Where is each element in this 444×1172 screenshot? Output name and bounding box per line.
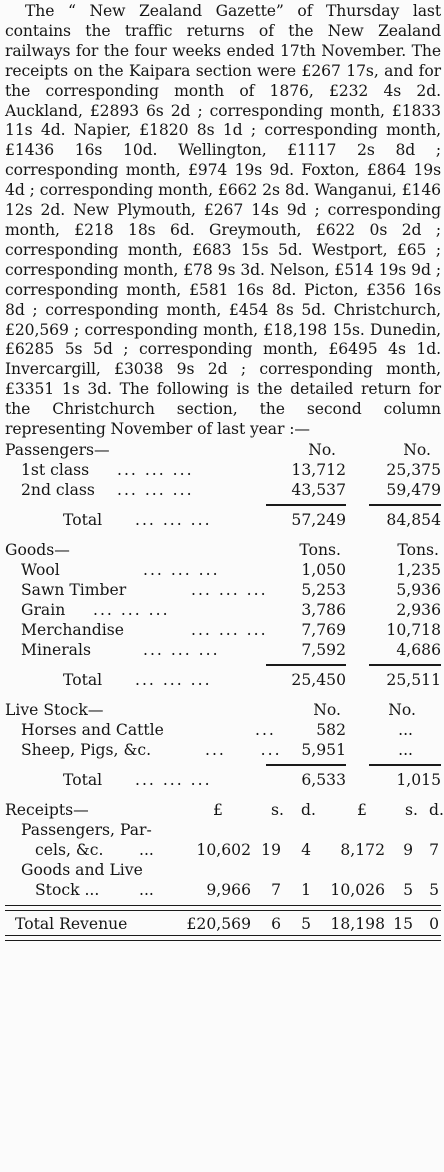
value-shillings: 19 xyxy=(261,840,281,859)
total-pounds: £20,569 xyxy=(186,914,251,933)
leader-dots: ... xyxy=(255,720,276,739)
passengers-unit-1876: No. xyxy=(403,440,431,459)
value-pounds: 8,172 xyxy=(340,840,385,859)
value-shillings: 5 xyxy=(403,880,413,899)
value-1877: 3,786 xyxy=(301,600,346,619)
shillings-header: s. xyxy=(271,800,284,819)
value-1877: 5,253 xyxy=(301,580,346,599)
row-label: Grain xyxy=(21,600,66,619)
pounds-header: £ xyxy=(357,800,367,819)
table-row xyxy=(5,640,441,660)
livestock-unit-1877: No. xyxy=(313,700,341,719)
total-1876: 84,854 xyxy=(386,510,441,529)
total-pounds: 18,198 xyxy=(330,914,385,933)
value-1877: 582 xyxy=(316,720,346,739)
row-label: Sheep, Pigs, &c. xyxy=(21,740,152,759)
goods-heading: Goods— xyxy=(5,540,70,559)
table-row xyxy=(5,740,441,760)
pounds-header: £ xyxy=(213,800,223,819)
row-label: Sawn Timber xyxy=(21,580,127,599)
value-1876: 2,936 xyxy=(396,600,441,619)
livestock-heading-row xyxy=(5,700,441,720)
table-row xyxy=(5,560,441,580)
row-label: Merchandise xyxy=(21,620,124,639)
total-pence: 5 xyxy=(301,914,311,933)
table-row xyxy=(5,600,441,620)
total-label: Total xyxy=(63,670,103,689)
leader-dots: ... xyxy=(139,840,154,859)
article-column xyxy=(5,2,444,942)
value-pence: 5 xyxy=(429,880,439,899)
value-pence: 1 xyxy=(301,880,311,899)
total-revenue-row xyxy=(5,914,441,934)
value-shillings: 9 xyxy=(403,840,413,859)
total-1877: 57,249 xyxy=(291,510,346,529)
table-row xyxy=(5,580,441,600)
leader-dots: ... ... ... xyxy=(143,560,220,579)
total-row xyxy=(5,510,441,530)
receipts-heading-row xyxy=(5,800,444,820)
value-1876: 25,375 xyxy=(386,460,441,479)
leader-dots: ... ... ... xyxy=(135,770,212,789)
leader-dots: ... xyxy=(139,880,154,899)
value-pence: 4 xyxy=(301,840,311,859)
value-1876: 59,479 xyxy=(386,480,441,499)
total-1876: 25,511 xyxy=(386,670,441,689)
shillings-header: s. xyxy=(405,800,418,819)
value-pounds: 9,966 xyxy=(206,880,251,899)
total-shillings: 15 xyxy=(393,914,413,933)
table-row xyxy=(5,620,441,640)
receipts-label-row xyxy=(5,820,441,840)
value-1876: ... xyxy=(398,720,413,739)
total-label: Total xyxy=(63,770,103,789)
total-row xyxy=(5,770,441,790)
goods-heading-row xyxy=(5,540,441,560)
returns-table xyxy=(5,440,444,942)
total-shillings: 6 xyxy=(271,914,281,933)
leader-dots: ... ... xyxy=(205,740,282,759)
total-1876: 1,015 xyxy=(396,770,441,789)
value-1877: 7,592 xyxy=(301,640,346,659)
sum-rule xyxy=(5,500,441,510)
value-1876: 4,686 xyxy=(396,640,441,659)
value-shillings: 7 xyxy=(271,880,281,899)
value-pence: 7 xyxy=(429,840,439,859)
value-1876: 1,235 xyxy=(396,560,441,579)
value-1877: 1,050 xyxy=(301,560,346,579)
value-pounds: 10,602 xyxy=(196,840,251,859)
table-row xyxy=(5,720,441,740)
leader-dots: ... ... ... xyxy=(191,620,268,639)
value-1876: ... xyxy=(398,740,413,759)
row-label: cels, &c. xyxy=(35,840,104,859)
receipts-heading: Receipts— xyxy=(5,800,89,819)
table-row xyxy=(5,460,441,480)
leader-dots: ... ... ... xyxy=(117,460,194,479)
value-1877: 7,769 xyxy=(301,620,346,639)
leader-dots: ... ... ... xyxy=(93,600,170,619)
livestock-heading: Live Stock— xyxy=(5,700,104,719)
passengers-heading: Passengers— xyxy=(5,440,110,459)
leader-dots: ... ... ... xyxy=(135,510,212,529)
row-label: 1st class xyxy=(21,460,90,479)
row-label: Stock ... xyxy=(35,880,100,899)
value-1877: 13,712 xyxy=(291,460,346,479)
value-1876: 5,936 xyxy=(396,580,441,599)
pence-header: d. xyxy=(301,800,316,819)
row-label: Minerals xyxy=(21,640,91,659)
leader-dots: ... ... ... xyxy=(143,640,220,659)
passengers-heading-row xyxy=(5,440,441,460)
passengers-unit-1877: No. xyxy=(308,440,336,459)
leader-dots: ... ... ... xyxy=(117,480,194,499)
sum-rule xyxy=(5,760,441,770)
double-rule xyxy=(5,934,441,942)
table-row xyxy=(5,880,441,900)
article-paragraph: The “ New Zealand Gazette” of Thursday last contains the traffic returns of the New Zealand railways for the four weeks ended 17th November. The receipts on the Kaipara section were £267 17s, and for the corresponding month of 1876, £232 4s 2d. Auckland, £2893 6s 2d ; corresponding month, £1833 11s 4d. Napier, £1820 8s 1d ; corresponding month, £1436 16s 10d. Wellington, £1117 2s 8d ; corresponding month, £974 19s 9d. Foxton, £864 19s 4d ; corresponding month, £662 2s 8d. Wanganui, £146 12s 2d. New Plymouth, £267 14s 9d ; corresponding month, £218 18s 6d. Greymouth, £622 0s 2d ; corresponding month, £683 15s 5d. Westport, £65 ; corresponding month, £78 9s 3d. Nelson, £514 19s 9d ; corresponding month, £581 16s 8d. Picton, £356 16s 8d ; corresponding month, £454 8s 5d. Christchurch, £20,569 ; corresponding month, £18,198 15s. Dunedin, £6285 5s 5d ; corresponding month, £6495 4s 1d. Invercargill, £3038 9s 2d ; corresponding month, £3351 1s 3d. The following is the detailed return for the Christchurch section, the second column representing November of last year :— xyxy=(5,2,441,439)
livestock-unit-1876: No. xyxy=(388,700,416,719)
total-label: Total Revenue xyxy=(15,914,128,933)
total-1877: 25,450 xyxy=(291,670,346,689)
sum-rule xyxy=(5,660,441,670)
total-label: Total xyxy=(63,510,103,529)
row-label: Passengers, Par- xyxy=(21,820,152,839)
value-pounds: 10,026 xyxy=(330,880,385,899)
total-pence: 0 xyxy=(429,914,439,933)
pence-header: d. xyxy=(429,800,444,819)
leader-dots: ... ... ... xyxy=(135,670,212,689)
table-row xyxy=(5,480,441,500)
value-1877: 5,951 xyxy=(301,740,346,759)
goods-unit-1876: Tons. xyxy=(397,540,439,559)
double-rule xyxy=(5,900,441,914)
total-1877: 6,533 xyxy=(301,770,346,789)
receipts-label-row xyxy=(5,860,441,880)
value-1877: 43,537 xyxy=(291,480,346,499)
row-label: Wool xyxy=(21,560,60,579)
row-label: Horses and Cattle xyxy=(21,720,164,739)
row-label: 2nd class xyxy=(21,480,95,499)
total-row xyxy=(5,670,441,690)
table-row xyxy=(5,840,441,860)
row-label: Goods and Live xyxy=(21,860,143,879)
leader-dots: ... ... ... xyxy=(191,580,268,599)
value-1876: 10,718 xyxy=(386,620,441,639)
goods-unit-1877: Tons. xyxy=(299,540,341,559)
